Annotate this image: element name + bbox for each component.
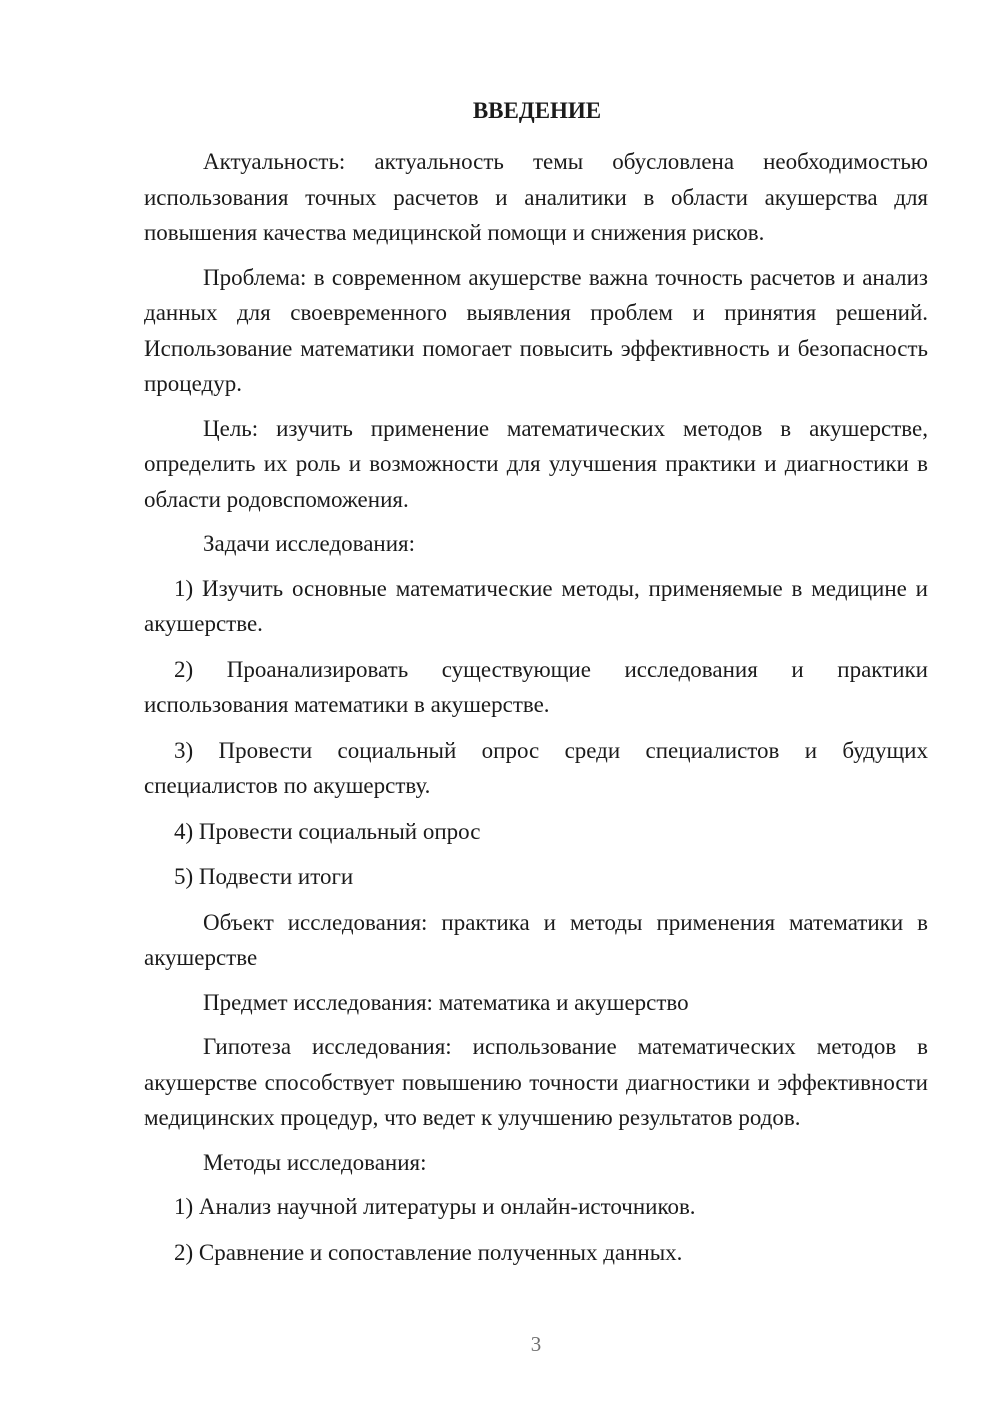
- task-item: 5) Подвести итоги: [174, 864, 354, 889]
- task-item: 4) Провести социальный опрос: [174, 818, 481, 844]
- page-number: 3: [530, 1332, 542, 1356]
- object-paragraph: Объект исследования: практика и методы применения математики в акушерстве: [144, 909, 928, 970]
- task-item: 2) Проанализировать существующие исследования и практики использования математики в акушерстве.: [144, 656, 928, 717]
- hypothesis-paragraph: Гипотеза исследования: использование математических методов в акушерстве способствует повышению точности диагностики и эффективности медицинских процедур, что ведет к улучшению результатов родов.: [144, 1034, 928, 1130]
- method-item: 1) Анализ научной литературы и онлайн-источников.: [174, 1194, 696, 1219]
- task-item: 3) Провести социальный опрос среди специалистов и будущих специалистов по акушерству.: [144, 737, 928, 798]
- method-item: 2) Сравнение и сопоставление полученных данных.: [174, 1239, 683, 1265]
- tasks-heading: Задачи исследования:: [203, 531, 416, 556]
- problem-paragraph: Проблема: в современном акушерстве важна точность расчетов и анализ данных для своевременного выявления проблем и принятия решений. Использование математики помогает повысить эффективность и безопасность процедур.: [144, 264, 928, 396]
- subject-paragraph: Предмет исследования: математика и акушерство: [203, 989, 689, 1015]
- methods-heading: Методы исследования:: [203, 1149, 427, 1175]
- page-content: [144, 95, 928, 1280]
- goal-paragraph: Цель: изучить применение математических методов в акушерстве, определить их роль и возможности для улучшения практики и диагностики в области родовспоможения.: [144, 415, 928, 512]
- section-title: ВВЕДЕНИЕ: [472, 98, 602, 123]
- relevance-paragraph: Актуальность: актуальность темы обусловлена необходимостью использования точных расчетов и аналитики в области акушерства для повышения качества медицинской помощи и снижения рисков.: [144, 149, 928, 245]
- task-item: 1) Изучить основные математические методы, применяемые в медицине и акушерстве.: [144, 575, 928, 636]
